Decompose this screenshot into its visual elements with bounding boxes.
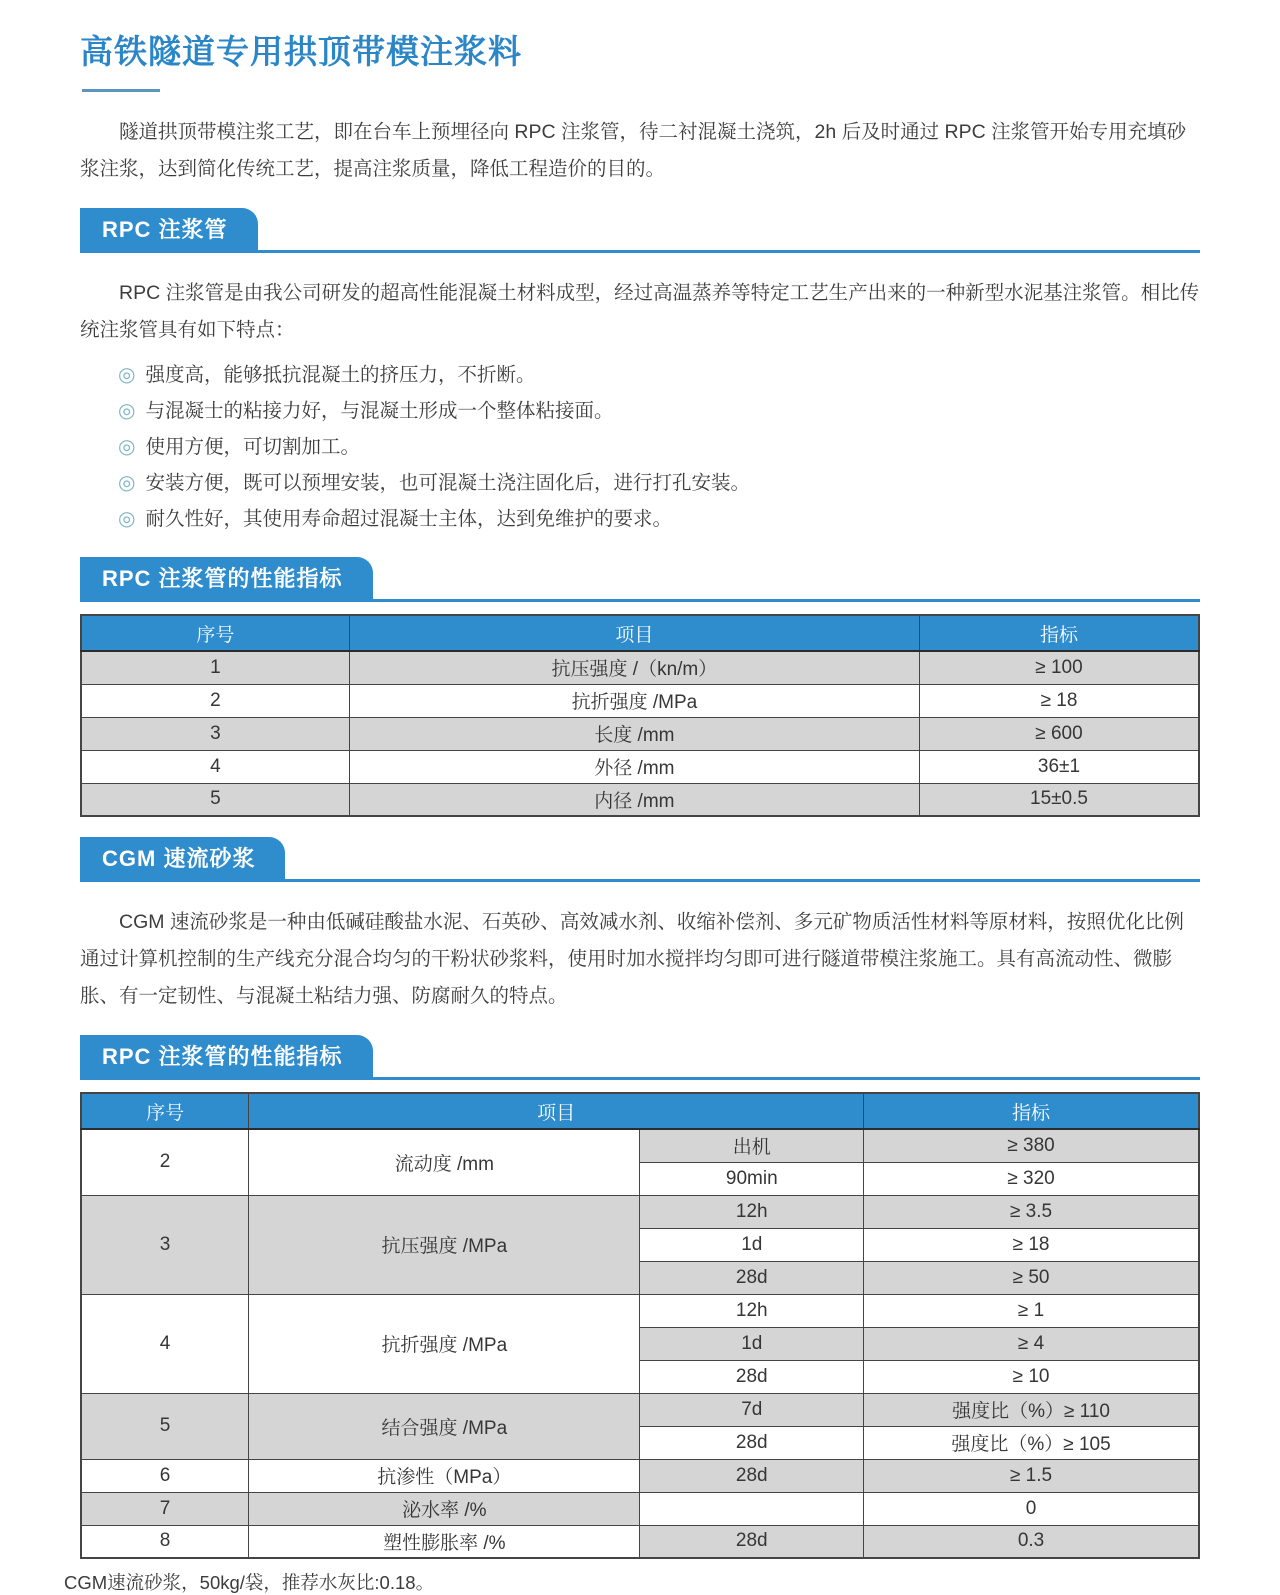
cell-seq: 1 bbox=[81, 651, 349, 684]
cell-value: 强度比（%）≥ 110 bbox=[864, 1393, 1199, 1426]
rpc-feature-list bbox=[80, 357, 1200, 537]
section-banner-label: RPC 注浆管的性能指标 bbox=[80, 1035, 373, 1077]
cell-value: ≥ 100 bbox=[919, 651, 1199, 684]
list-item bbox=[118, 357, 1200, 393]
cell-condition: 28d bbox=[640, 1261, 864, 1294]
table-row bbox=[81, 1294, 1199, 1327]
cell-condition: 28d bbox=[640, 1525, 864, 1558]
cell-value: ≥ 18 bbox=[864, 1228, 1199, 1261]
column-header-seq: 序号 bbox=[81, 615, 349, 651]
table-row bbox=[81, 684, 1199, 717]
cell-condition: 12h bbox=[640, 1195, 864, 1228]
double-ring-bullet-icon: ◎ bbox=[118, 364, 136, 386]
cell-seq: 8 bbox=[81, 1525, 249, 1558]
table-row bbox=[81, 1459, 1199, 1492]
list-item-text: 使用方便，可切割加工。 bbox=[145, 436, 360, 458]
cell-value: ≥ 4 bbox=[864, 1327, 1199, 1360]
double-ring-bullet-icon: ◎ bbox=[118, 472, 136, 494]
cell-seq: 4 bbox=[81, 750, 349, 783]
footer-note: CGM速流砂浆，50kg/袋，推荐水灰比:0.18。 bbox=[64, 1572, 435, 1593]
column-header-index: 指标 bbox=[919, 615, 1199, 651]
cell-item: 流动度 /mm bbox=[249, 1129, 640, 1195]
cell-seq: 7 bbox=[81, 1492, 249, 1525]
list-item-text: 强度高，能够抵抗混凝土的挤压力，不折断。 bbox=[145, 364, 536, 386]
rpc-performance-table bbox=[80, 614, 1200, 817]
cell-item: 抗压强度 /MPa bbox=[249, 1195, 640, 1294]
cell-item: 泌水率 /% bbox=[249, 1492, 640, 1525]
cell-item: 结合强度 /MPa bbox=[249, 1393, 640, 1459]
table-row bbox=[81, 615, 1199, 651]
cell-seq: 4 bbox=[81, 1294, 249, 1393]
cell-condition: 28d bbox=[640, 1426, 864, 1459]
title-underline bbox=[82, 89, 160, 92]
cell-item: 抗渗性（MPa） bbox=[249, 1459, 640, 1492]
cell-seq: 3 bbox=[81, 717, 349, 750]
section-banner-cgm-performance bbox=[80, 1035, 1200, 1080]
cell-item: 抗折强度 /MPa bbox=[349, 684, 919, 717]
cell-item: 外径 /mm bbox=[349, 750, 919, 783]
cell-condition: 1d bbox=[640, 1327, 864, 1360]
cell-value: ≥ 18 bbox=[919, 684, 1199, 717]
cell-value: ≥ 320 bbox=[864, 1162, 1199, 1195]
cell-item: 抗折强度 /MPa bbox=[249, 1294, 640, 1393]
cell-seq: 2 bbox=[81, 1129, 249, 1195]
table-row bbox=[81, 1093, 1199, 1129]
cell-condition: 7d bbox=[640, 1393, 864, 1426]
list-item-text: 与混凝士的粘接力好，与混凝土形成一个整体粘接面。 bbox=[145, 400, 614, 422]
intro-paragraph: 隧道拱顶带模注浆工艺，即在台车上预埋径向 RPC 注浆管，待二衬混凝土浇筑，2h 后及时通过 RPC 注浆管开始专用充填砂浆注浆，达到简化传统工艺，提高注浆质量，降低工程造价的目的。 bbox=[80, 121, 1187, 180]
list-item bbox=[118, 465, 1200, 501]
cell-seq: 5 bbox=[81, 783, 349, 816]
cell-value: ≥ 50 bbox=[864, 1261, 1199, 1294]
table-header-row bbox=[81, 1093, 1199, 1129]
cgm-description-paragraph: CGM 速流砂浆是一种由低碱硅酸盐水泥、石英砂、高效减水剂、收缩补偿剂、多元矿物质活性材料等原材料，按照优化比例通过计算机控制的生产线充分混合均匀的干粉状砂浆料，使用时加水搅拌均匀即可进行隧道带模注浆施工。具有高流动性、微膨胀、有一定韧性、与混凝土粘结力强、防腐耐久的特点。 bbox=[80, 911, 1184, 1007]
cell-value: 0.3 bbox=[864, 1525, 1199, 1558]
cell-value: ≥ 380 bbox=[864, 1129, 1199, 1162]
cell-value: 15±0.5 bbox=[919, 783, 1199, 816]
cell-item: 内径 /mm bbox=[349, 783, 919, 816]
cgm-performance-table bbox=[80, 1092, 1200, 1559]
list-item bbox=[118, 393, 1200, 429]
section-banner-rpc-performance bbox=[80, 557, 1200, 602]
cell-value: ≥ 600 bbox=[919, 717, 1199, 750]
cell-value: ≥ 1 bbox=[864, 1294, 1199, 1327]
column-header-seq: 序号 bbox=[81, 1093, 249, 1129]
list-item bbox=[118, 501, 1200, 537]
table-body bbox=[81, 1129, 1199, 1558]
cell-condition: 28d bbox=[640, 1459, 864, 1492]
double-ring-bullet-icon: ◎ bbox=[118, 508, 136, 530]
cell-value: ≥ 10 bbox=[864, 1360, 1199, 1393]
cell-seq: 5 bbox=[81, 1393, 249, 1459]
section-banner-cgm-mortar bbox=[80, 837, 1200, 882]
table-row bbox=[81, 1129, 1199, 1162]
table-row bbox=[81, 717, 1199, 750]
section-banner-label: RPC 注浆管 bbox=[80, 208, 258, 250]
list-item-text: 耐久性好，其使用寿命超过混凝士主体，达到免维护的要求。 bbox=[145, 508, 672, 530]
section-banner-rpc-pipe bbox=[80, 208, 1200, 253]
section-banner-label: CGM 速流砂浆 bbox=[80, 837, 285, 879]
table-row bbox=[81, 750, 1199, 783]
table-row bbox=[81, 1195, 1199, 1228]
cell-value: 36±1 bbox=[919, 750, 1199, 783]
column-header-index: 指标 bbox=[864, 1093, 1199, 1129]
table-row bbox=[81, 1492, 1199, 1525]
cell-condition: 28d bbox=[640, 1360, 864, 1393]
column-header-item: 项目 bbox=[349, 615, 919, 651]
cell-condition: 90min bbox=[640, 1162, 864, 1195]
cell-item: 塑性膨胀率 /% bbox=[249, 1525, 640, 1558]
cell-condition: 出机 bbox=[640, 1129, 864, 1162]
cell-condition: 1d bbox=[640, 1228, 864, 1261]
table-header-row bbox=[81, 615, 1199, 651]
list-item-text: 安装方便，既可以预埋安装，也可混凝土浇注固化后，进行打孔安装。 bbox=[145, 472, 750, 494]
section-banner-label: RPC 注浆管的性能指标 bbox=[80, 557, 373, 599]
cell-item: 抗压强度 /（kn/m） bbox=[349, 651, 919, 684]
table-body bbox=[81, 651, 1199, 816]
table-row bbox=[81, 1393, 1199, 1426]
table-row bbox=[81, 651, 1199, 684]
cell-value: ≥ 3.5 bbox=[864, 1195, 1199, 1228]
rpc-description-paragraph: RPC 注浆管是由我公司研发的超高性能混凝土材料成型，经过高温蒸养等特定工艺生产出来的一种新型水泥基注浆管。相比传统注浆管具有如下特点： bbox=[80, 282, 1200, 341]
cell-item: 长度 /mm bbox=[349, 717, 919, 750]
table-row bbox=[81, 783, 1199, 816]
cell-seq: 6 bbox=[81, 1459, 249, 1492]
double-ring-bullet-icon: ◎ bbox=[118, 436, 136, 458]
double-ring-bullet-icon: ◎ bbox=[118, 400, 136, 422]
cell-value: 强度比（%）≥ 105 bbox=[864, 1426, 1199, 1459]
table-row bbox=[81, 1525, 1199, 1558]
page-title: 高铁隧道专用拱顶带模注浆料 bbox=[80, 33, 522, 70]
cell-condition bbox=[640, 1492, 864, 1525]
cell-condition: 12h bbox=[640, 1294, 864, 1327]
cell-seq: 2 bbox=[81, 684, 349, 717]
cell-value: ≥ 1.5 bbox=[864, 1459, 1199, 1492]
list-item bbox=[118, 429, 1200, 465]
cell-seq: 3 bbox=[81, 1195, 249, 1294]
cell-value: 0 bbox=[864, 1492, 1199, 1525]
column-header-item: 项目 bbox=[249, 1093, 864, 1129]
